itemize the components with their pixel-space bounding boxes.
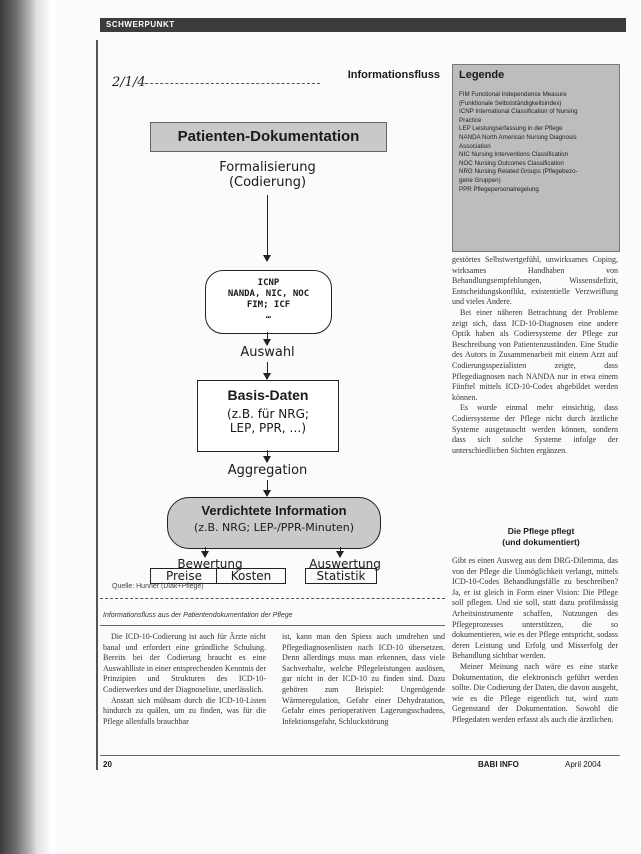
step-aggregation: Aggregation	[227, 463, 308, 478]
arrow-down	[267, 480, 268, 496]
magazine-name: BABI INFO	[478, 760, 519, 769]
book-spine-shadow	[0, 0, 38, 854]
dashed-rule	[140, 83, 320, 84]
dashed-rule	[100, 598, 445, 599]
legend-item: Association	[459, 142, 491, 150]
verd-title: Verdichtete Information	[201, 503, 347, 518]
legend-item: LEP Leistungserfassung in der Pflege	[459, 125, 563, 133]
margin-rule	[96, 40, 98, 770]
box-patient-documentation: Patienten-Dokumentation	[150, 122, 387, 152]
verd-line: (z.B. NRG; LEP-/PPR-Minuten)	[193, 521, 355, 534]
output-prices: Preise	[150, 568, 217, 584]
legend-item: (Funktionale Selbstständigkeitsindex)	[459, 99, 562, 107]
diagram-source: Quelle: Hunner (Diak+Pflege)	[112, 583, 204, 590]
box-condensed-information	[167, 497, 381, 549]
issue-date: April 2004	[565, 760, 602, 769]
legend-item: ICNP International Classification of Nursing	[459, 108, 578, 116]
paragraph: Die ICD-10-Codierung ist auch für Ärzte nicht banal und erfordert eine gründliche Schulung. Bereits bei der Codierung braucht es eine Auswahlliste in einer entsprechenden Kenntnis der Prinzipien und Strukturen des ICD-10-Codierwerkes und der Diagnoseliste, unerlässlich.	[103, 632, 266, 694]
legend-item: PPR Pflegepersonalregelung	[459, 185, 539, 193]
right-column-text	[452, 255, 618, 456]
branch-analysis: Auswertung	[309, 557, 381, 571]
basis-line: (z.B. für NRG;	[227, 407, 309, 421]
diagram-title: Informationsfluss	[347, 69, 440, 81]
arrow-down	[340, 547, 341, 557]
page-gutter	[38, 0, 52, 854]
basis-title: Basis-Daten	[227, 387, 309, 403]
figure-caption: Informationsfluss aus der Patientendokumentation der Pflege	[103, 612, 293, 619]
legend-item: gene Gruppen)	[459, 176, 501, 184]
legend-item: NRG Nursing Related Groups (Pflegebezo-	[459, 168, 578, 176]
paragraph: Gibt es einen Ausweg aus dem DRG-Dilemma, das von der Pflege die Unmöglichkeit verlangt, mittels ICD-10-Codes Behandlungsfälle zu beschreiben? Ja, er ist gleich in Form einer Vision: Die Pflege soll pflegen. Und sie soll, statt dazu profilmässig Arbeitsinstrumente schaffen, Nutzungen des Pflegeprozesses unterstützen, die so dokumentieren, wie es der Pflege entspricht, sodass deren Leistung und Erfolg und Misserfolg der Behandlung sichtbar werden.	[452, 556, 618, 661]
paragraph: Anstatt sich mühsam durch die ICD-10-Listen hindurch zu quälen, um zu finden, was für die Pflege allenfalls brauchbar	[103, 695, 266, 726]
legend-title: Legende	[459, 69, 505, 81]
footer-rule	[100, 755, 620, 756]
bottom-left-column	[103, 632, 266, 727]
legend-box	[452, 64, 620, 252]
output-costs: Kosten	[216, 568, 286, 584]
legend-item: Practice	[459, 116, 482, 124]
subheading: Die Pflege pflegt (und dokumentiert)	[502, 526, 580, 547]
basis-line: LEP, PPR, …)	[229, 421, 307, 435]
step-formalization: Formalisierung (Codierung)	[219, 160, 316, 190]
box-basis-data	[197, 380, 339, 452]
paragraph: Es wurde einmal mehr einsichtig, dass Codiersysteme der Pflege nicht durch ärztliche Systeme ausgetauscht werden können, sondern dass sich solche Systeme infolge der unterschiedlichen Sichten ergänzen.	[452, 403, 618, 455]
branch-evaluation: Bewertung	[177, 557, 243, 571]
paragraph: ist, kann man den Spiess auch umdrehen und Pflegediagnosenlisten nach ICD-10 übersetzen. Denn allerdings muss man erkennen, dass viele Sachverhalte, welche Pflegeleistungen auslösen, gar nicht in der ICD-10 zu finden sind. Dazu gehören zum Beispiel: Ungenügende Wärmeregulation, Gefahr einer Dehydratation, Gefahr eines perioperativen Lagerungsschadens, Infektionsgefahr, Schluckstörung	[282, 632, 445, 726]
arrow-down	[267, 332, 268, 345]
arrow-down	[205, 547, 206, 557]
arrow-down	[267, 362, 268, 379]
page-number: 20	[103, 760, 112, 769]
legend-list	[459, 91, 617, 194]
paragraph: gestörtes Selbstwertgefühl, unwirksames Coping, wirksames Handhaben von Behandlungsempfehlungen, Wissensdefizit, Entscheidungskonflikt, existentielle Verzweiflung und vieles Andere.	[452, 255, 618, 307]
class-line: …	[265, 311, 272, 321]
class-line: ICNP	[257, 278, 280, 288]
step-selection: Auswahl	[240, 345, 295, 360]
bottom-mid-column	[282, 632, 445, 727]
class-line: FIM; ICF	[246, 300, 291, 310]
legend-item: NANDA North American Nursing Diagnosis	[459, 133, 577, 141]
legend-item: NIC Nursing Interventions Classification	[459, 151, 569, 159]
legend-item: NOC Nursing Outcomes Classification	[459, 159, 564, 167]
output-statistics: Statistik	[305, 568, 377, 584]
information-flow-diagram	[100, 55, 442, 595]
handwritten-note: 2/1/4	[112, 75, 146, 90]
arrow-down	[267, 450, 268, 462]
arrow-down	[267, 195, 268, 261]
paragraph: Bei einer näheren Betrachtung der Probleme zeigt sich, dass ICD-10-Diagnosen eine andere Optik haben als Codiersysteme der Pflege zur Beschreibung von Patientenzuständen. Eine Studie des Autors in Zusammenarbeit mit einem Arzt auf Codierungsspezialisten zeigte, dass Pflegediagnosen nach NANDA nur in etwa einem Fünftel mittels ICD-10-Codes abgebildet werden können.	[452, 307, 618, 402]
paragraph: Meiner Meinung nach wäre es eine starke Dokumentation, die elektronisch geführt werden sollte. Die Codierung der Daten, die davon ausgeht, wie es die Pflege eigentlich tut, wird zum Gegenstand der Dokumentation. Sowohl die Pflegedaten werden erfasst als auch die ärztlichen.	[452, 661, 618, 724]
right-column-text-2	[452, 556, 618, 726]
caption-rule	[100, 625, 445, 626]
legend-item: FIM Functional Independence Measure	[459, 91, 567, 98]
box-classification-systems	[205, 270, 332, 334]
class-line: NANDA, NIC, NOC	[227, 289, 310, 299]
section-tag: SCHWERPUNKT	[100, 18, 626, 32]
